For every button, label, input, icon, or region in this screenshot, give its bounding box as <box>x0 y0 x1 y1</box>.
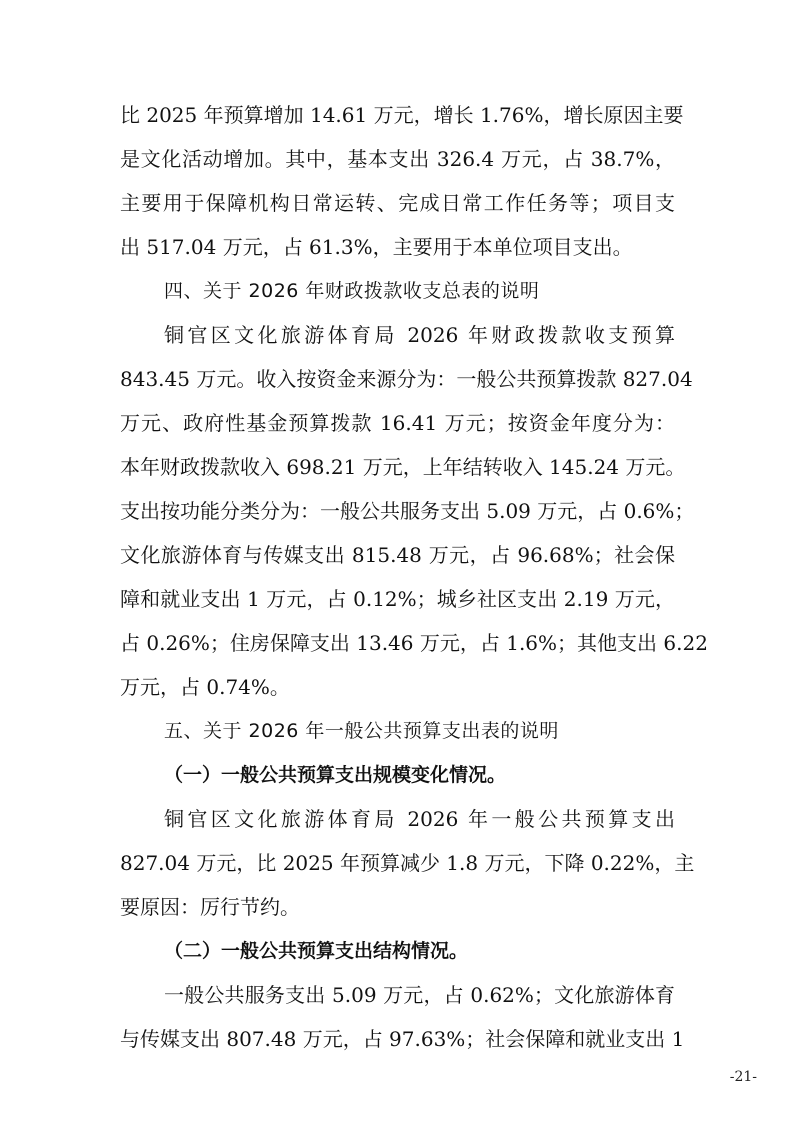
paragraph-line: 障和就业支出 1 万元，占 0.12%；城乡社区支出 2.19 万元， <box>120 587 675 611</box>
paragraph-line: 要原因：厉行节约。 <box>120 895 300 919</box>
paragraph-line: 是文化活动增加。其中，基本支出 326.4 万元，占 38.7%， <box>120 147 675 171</box>
paragraph-line: 支出按功能分类分为：一般公共服务支出 5.09 万元，占 0.6%； <box>120 499 695 523</box>
section-heading: 四、关于 2026 年财政拨款收支总表的说明 <box>164 280 540 302</box>
paragraph-line: 出 517.04 万元，占 61.3%，主要用于本单位项目支出。 <box>120 235 633 259</box>
paragraph-line: 与传媒支出 807.48 万元，占 97.63%；社会保障和就业支出 1 <box>120 1027 685 1051</box>
paragraph-line: 843.45 万元。收入按资金来源分为：一般公共预算拨款 827.04 <box>120 367 693 391</box>
paragraph-line: 一般公共服务支出 5.09 万元，占 0.62%；文化旅游体育 <box>164 983 675 1007</box>
paragraph-line: 万元、政府性基金预算拨款 16.41 万元；按资金年度分为： <box>120 411 675 435</box>
paragraph-line: 铜官区文化旅游体育局 2026 年一般公共预算支出 <box>164 807 675 831</box>
subsection-heading: （二）一般公共预算支出结构情况。 <box>164 940 469 962</box>
section-heading: 五、关于 2026 年一般公共预算支出表的说明 <box>164 720 559 742</box>
paragraph-line: 827.04 万元，比 2025 年预算减少 1.8 万元，下降 0.22%，主 <box>120 851 695 875</box>
paragraph-line: 比 2025 年预算增加 14.61 万元，增长 1.76%，增长原因主要 <box>120 103 684 127</box>
subsection-heading: （一）一般公共预算支出规模变化情况。 <box>164 764 507 786</box>
paragraph-line: 占 0.26%；住房保障支出 13.46 万元，占 1.6%；其他支出 6.22 <box>120 631 708 655</box>
paragraph-line: 万元，占 0.74%。 <box>120 675 290 699</box>
paragraph-line: 主要用于保障机构日常运转、完成日常工作任务等；项目支 <box>120 191 675 215</box>
page-number: -21- <box>729 1069 757 1085</box>
paragraph-line: 文化旅游体育与传媒支出 815.48 万元，占 96.68%；社会保 <box>120 543 675 567</box>
paragraph-line: 铜官区文化旅游体育局 2026 年财政拨款收支预算 <box>164 323 675 347</box>
paragraph-line: 本年财政拨款收入 698.21 万元，上年结转收入 145.24 万元。 <box>120 455 686 479</box>
